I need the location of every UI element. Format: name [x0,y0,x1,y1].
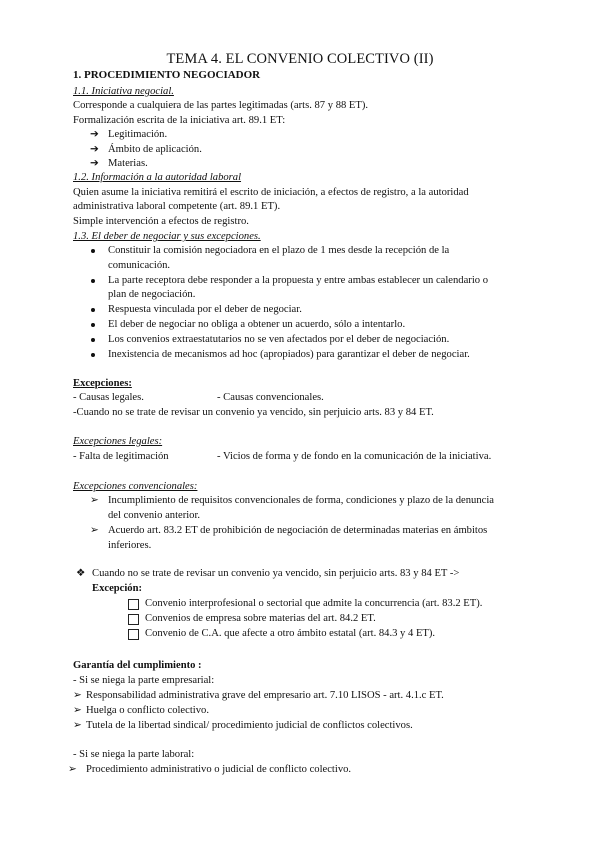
bullet-item-cont: plan de negociación. [108,289,196,300]
paragraph-line: - Si se niega la parte laboral: [73,749,195,760]
check-item: Convenios de empresa sobre materias del art. 84.2 ET. [145,613,376,624]
list-item: Acuerdo art. 83.2 ET de prohibición de negociación de determinadas materias en ámbitos [108,525,488,536]
diamond-bullet-icon: ❖ [76,568,86,579]
bullet-item: Constituir la comisión negociadora en el plazo de 1 mes desde la recepción de la [108,245,450,256]
bullet-icon [91,348,95,361]
arrow-right-icon: ➔ [90,158,99,169]
paragraph-line: -Cuando no se trate de revisar un convenio ya vencido, sin perjuicio arts. 83 y 84 ET. [73,407,434,418]
section-heading: 1. PROCEDIMIENTO NEGOCIADOR [73,69,261,81]
subsection-title-1-2: 1.2. Información a la autoridad laboral [73,172,242,183]
list-item: Legitimación. [108,129,168,140]
bullet-icon [91,318,95,331]
bullet-item: Inexistencia de mecanismos ad hoc (apropiados) para garantizar el deber de negociar. [108,349,470,360]
arrowhead-icon: ➢ [73,705,82,716]
legales-col1: - Falta de legitimación [73,451,169,462]
list-item: Ámbito de aplicación. [108,144,202,155]
bullet-icon [91,303,95,316]
paragraph-line: Corresponde a cualquiera de las partes legitimadas (arts. 87 y 88 ET). [73,100,369,111]
page-title: TEMA 4. EL CONVENIO COLECTIVO (II) [166,51,434,67]
list-item: Responsabilidad administrativa grave del empresario art. 7.10 LISOS - art. 4.1.c ET. [86,690,444,701]
paragraph-line: Simple intervención a efectos de registro. [73,216,249,227]
paragraph-line: - Si se niega la parte empresarial: [73,675,215,686]
arrow-right-icon: ➔ [90,144,99,155]
bullet-item: Respuesta vinculada por el deber de negociar. [108,304,302,315]
checkbox [128,629,139,640]
bullet-item: La parte receptora debe responder a la propuesta y entre ambas establecer un calendario o [108,275,489,286]
excepciones-convencionales-heading: Excepciones convencionales: [73,481,198,492]
bullet-icon [91,333,95,346]
subsection-title-1-1: 1.1. Iniciativa negocial. [73,86,174,97]
list-item: Huelga o conflicto colectivo. [86,705,209,716]
arrow-right-icon: ➔ [90,129,99,140]
list-item: Materias. [108,158,148,169]
check-item: Convenio de C.A. que afecte a otro ámbito estatal (art. 84.3 y 4 ET). [145,628,436,639]
list-item: Incumplimiento de requisitos convencionales de forma, condiciones y plazo de la denuncia [108,495,494,506]
paragraph-line: Formalización escrita de la iniciativa art. 89.1 ET: [73,115,286,126]
legales-col2: - Vicios de forma y de fondo en la comunicación de la iniciativa. [217,451,492,462]
arrowhead-icon: ➢ [90,495,99,506]
list-item-cont: inferiores. [108,540,152,551]
garantia-heading: Garantía del cumplimiento : [73,660,202,671]
checkbox [128,599,139,610]
paragraph-line: administrativa laboral competente (art. 89.1 ET). [73,201,281,212]
excepciones-heading: Excepciones: [73,378,132,389]
arrowhead-icon: ➢ [73,720,82,731]
subsection-title-1-3: 1.3. El deber de negociar y sus excepciones. [73,231,261,242]
bullet-icon [91,244,95,257]
check-item: Convenio interprofesional o sectorial que admite la concurrencia (art. 83.2 ET). [145,598,483,609]
arrowhead-icon: ➢ [73,690,82,701]
excepciones-col2: - Causas convencionales. [217,392,324,403]
bullet-item: Los convenios extraestatutarios no se ven afectados por el deber de negociación. [108,334,450,345]
excepciones-legales-heading: Excepciones legales: [73,436,163,447]
paragraph-line: Quien asume la iniciativa remitirá el escrito de iniciación, a efectos de registro, a la autoridad [73,187,469,198]
checkbox [128,614,139,625]
list-item-cont: del convenio anterior. [108,510,201,521]
bullet-item: El deber de negociar no obliga a obtener un acuerdo, sólo a intentarlo. [108,319,406,330]
list-item: Procedimiento administrativo o judicial de conflicto colectivo. [86,764,352,775]
arrowhead-icon: ➢ [90,525,99,536]
list-item: Tutela de la libertad sindical/ procedimiento judicial de conflictos colectivos. [86,720,413,731]
excepciones-col1: - Causas legales. [73,392,144,403]
bullet-item-cont: comunicación. [108,260,171,271]
excepcion-label: Excepción: [92,583,143,594]
paragraph-line: Cuando no se trate de revisar un convenio ya vencido, sin perjuicio arts. 83 y 84 ET -> [92,568,460,579]
arrowhead-icon: ➢ [68,764,77,775]
bullet-icon [91,274,95,287]
